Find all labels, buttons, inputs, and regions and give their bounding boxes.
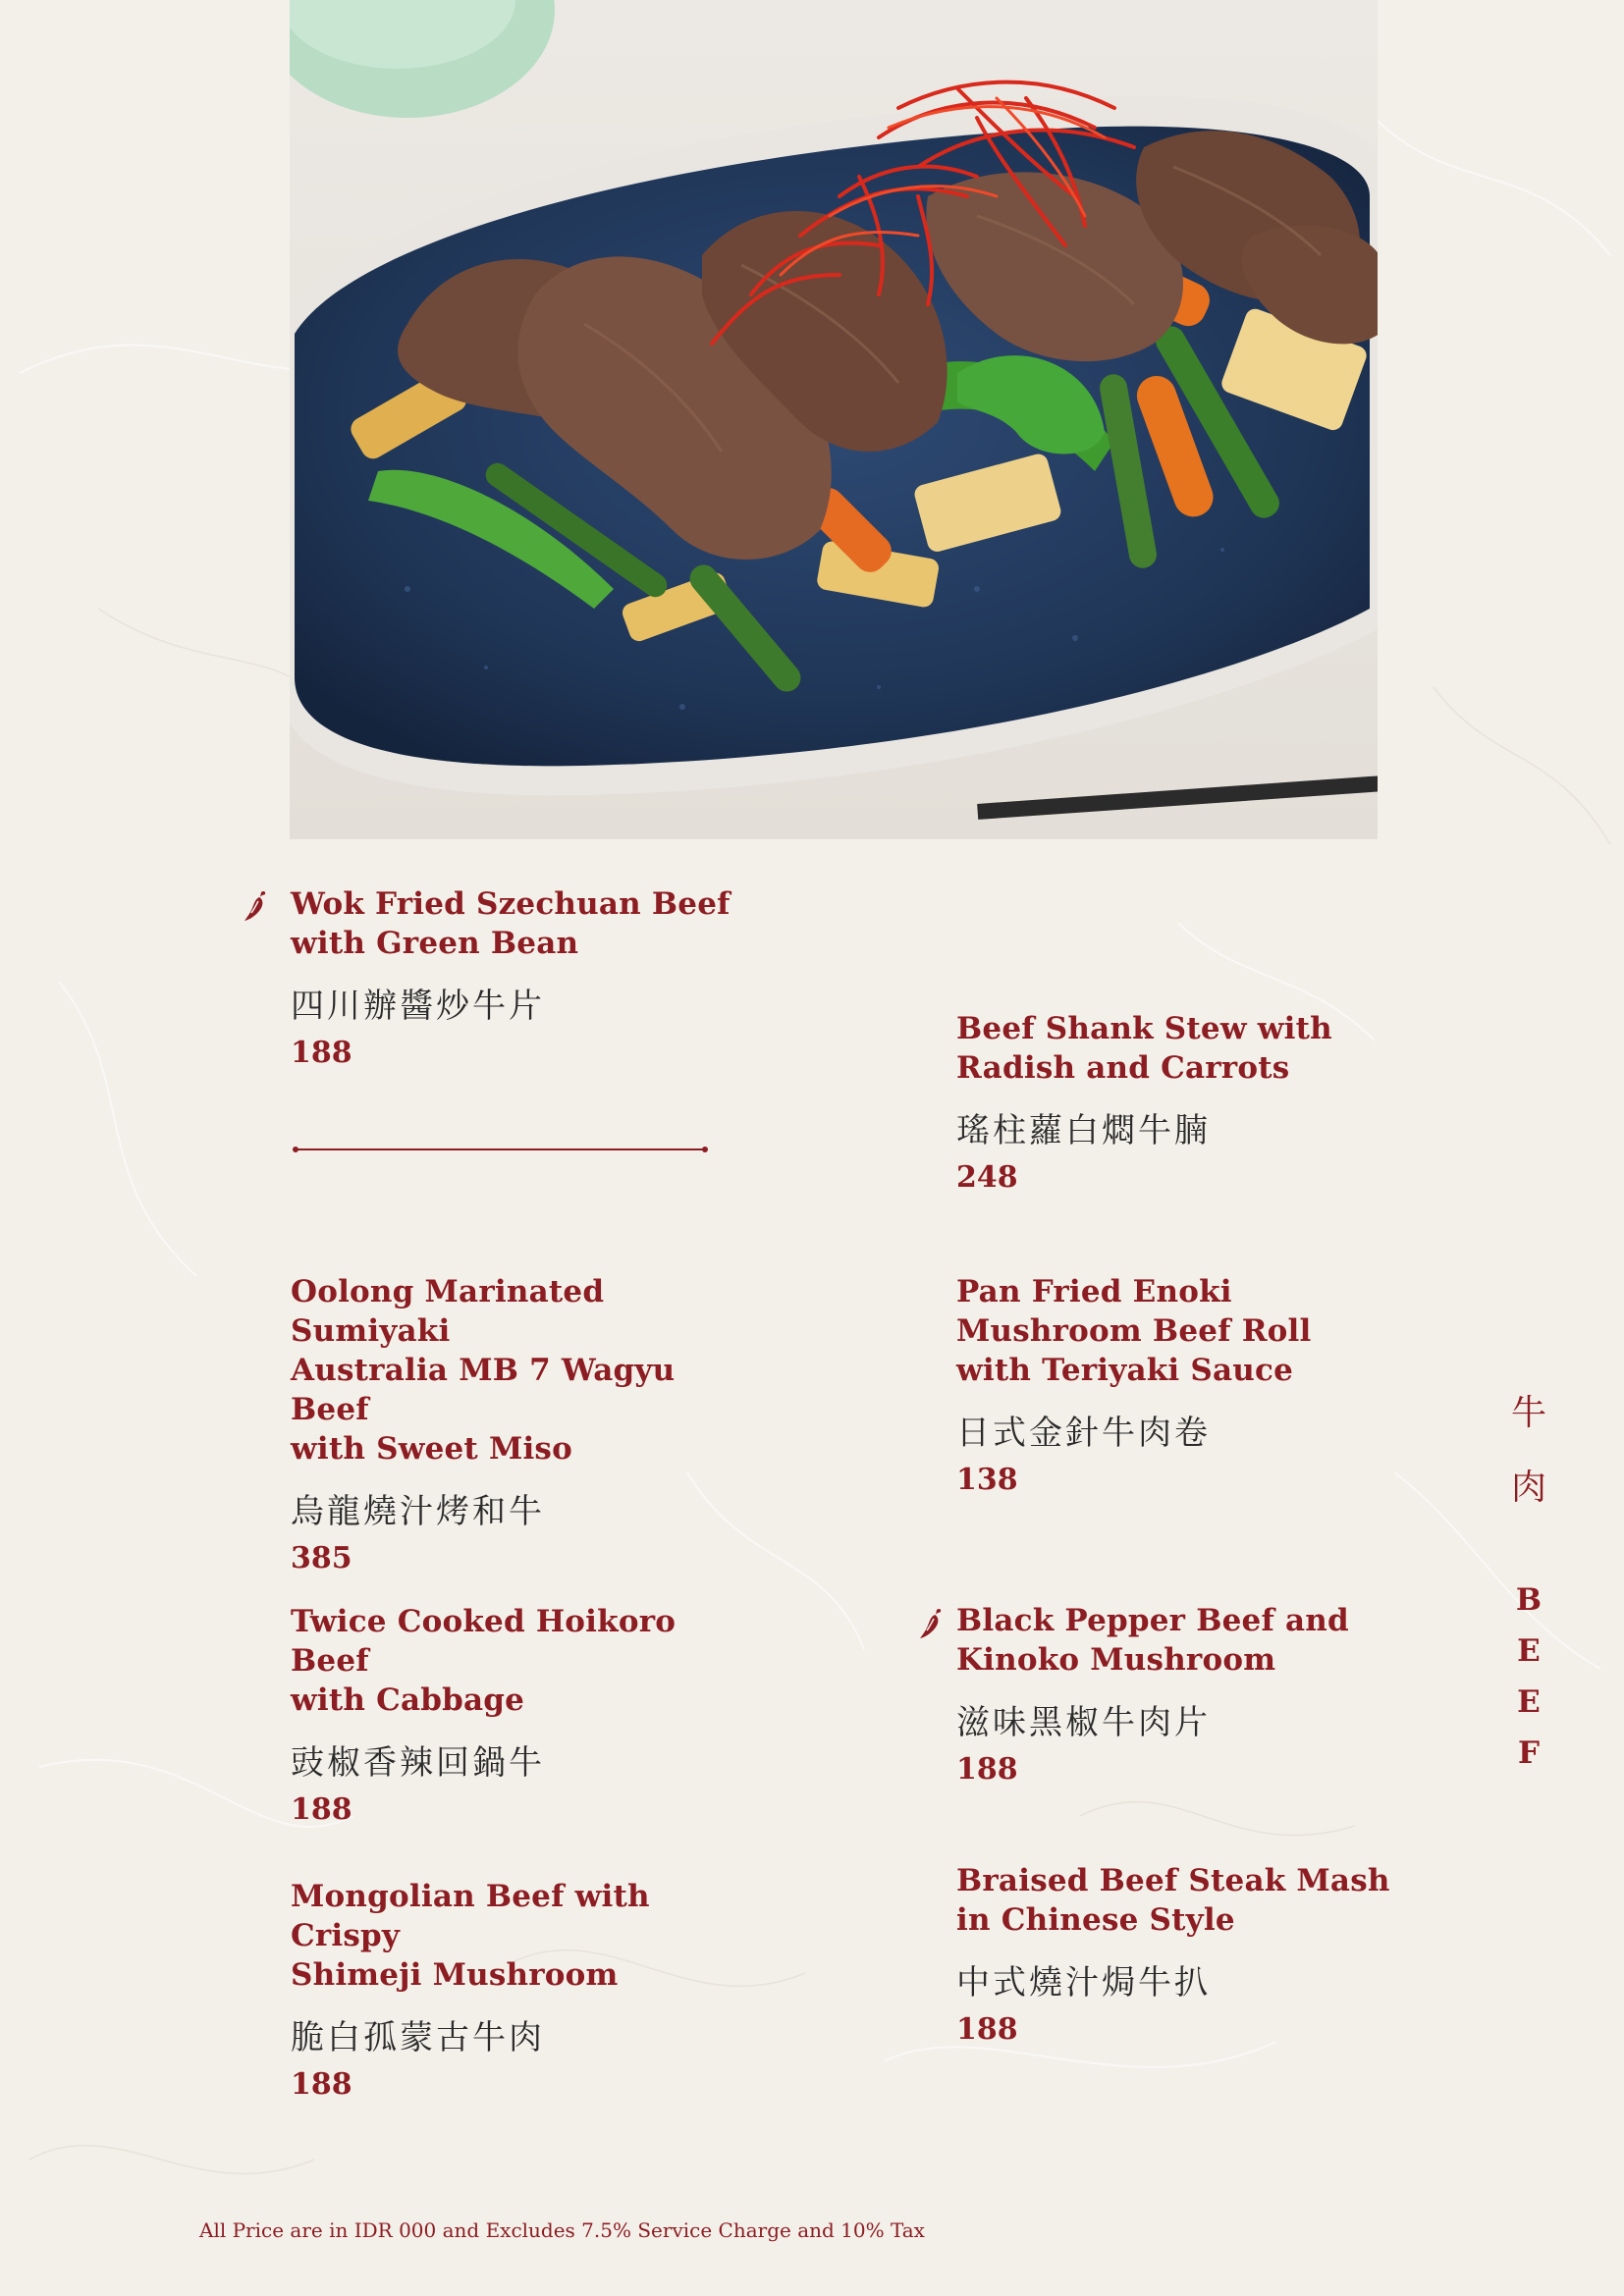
dish-price: 248 xyxy=(956,1160,1018,1195)
menu-item xyxy=(291,1272,742,1578)
chili-pepper-icon xyxy=(242,889,267,923)
dish-chinese-name: 烏龍燒汁烤和牛 xyxy=(291,1492,545,1531)
dish-price: 188 xyxy=(956,1752,1018,1787)
section-letter: B xyxy=(1515,1582,1543,1618)
price-footnote: All Price are in IDR 000 and Excludes 7.5% Service Charge and 10% Tax xyxy=(199,2218,925,2242)
chili-pepper-icon xyxy=(917,1607,943,1640)
dish-chinese-name: 滋味黑椒牛肉片 xyxy=(956,1703,1211,1742)
menu-item xyxy=(956,1009,1408,1198)
section-divider xyxy=(292,1146,709,1153)
dish-name: Braised Beef Steak Mash in Chinese Style xyxy=(956,1863,1390,1938)
menu-item xyxy=(956,1861,1408,2050)
menu-item xyxy=(956,1601,1408,1789)
section-letter: E xyxy=(1517,1633,1541,1669)
dish-price: 385 xyxy=(291,1541,352,1575)
menu-item xyxy=(291,1602,742,1830)
section-letter: F xyxy=(1517,1735,1540,1771)
dish-price: 188 xyxy=(291,1792,352,1827)
dish-name: Black Pepper Beef and Kinoko Mushroom xyxy=(956,1603,1349,1678)
dish-price: 188 xyxy=(291,1036,352,1070)
dish-chinese-name: 瑤柱蘿白燜牛腩 xyxy=(956,1111,1211,1150)
dish-name: Twice Cooked Hoikoro Beef with Cabbage xyxy=(291,1604,677,1718)
dish-name: Beef Shank Stew with Radish and Carrots xyxy=(956,1011,1332,1086)
dish-name: Mongolian Beef with Crispy Shimeji Mushroom xyxy=(291,1879,650,1993)
dish-photo xyxy=(290,0,1378,839)
dish-chinese-name: 豉椒香辣回鍋牛 xyxy=(291,1743,545,1783)
section-label-chinese-1: 牛 xyxy=(1510,1393,1546,1433)
menu-item xyxy=(291,1877,742,2105)
section-label-english xyxy=(1509,1575,1548,1779)
dish-name: Pan Fried Enoki Mushroom Beef Roll with Teriyaki Sauce xyxy=(956,1274,1312,1388)
dish-chinese-name: 脆白孤蒙古牛肉 xyxy=(291,2018,545,2057)
dish-price: 188 xyxy=(956,2012,1018,2047)
menu-item xyxy=(956,1272,1408,1500)
section-label-chinese-2: 肉 xyxy=(1510,1468,1546,1508)
dish-chinese-name: 中式燒汁焗牛扒 xyxy=(956,1963,1211,2002)
dish-price: 188 xyxy=(291,2067,352,2102)
dish-chinese-name: 日式金針牛肉卷 xyxy=(956,1414,1211,1453)
section-label xyxy=(1509,1376,1548,1779)
menu-item xyxy=(291,884,742,1073)
dish-name: Oolong Marinated Sumiyaki Australia MB 7 Wagyu Beef with Sweet Miso xyxy=(291,1274,676,1467)
dish-name: Wok Fried Szechuan Beef with Green Bean xyxy=(291,886,731,961)
dish-chinese-name: 四川辦醬炒牛片 xyxy=(291,987,545,1026)
section-letter: E xyxy=(1517,1684,1541,1720)
dish-price: 138 xyxy=(956,1463,1018,1497)
